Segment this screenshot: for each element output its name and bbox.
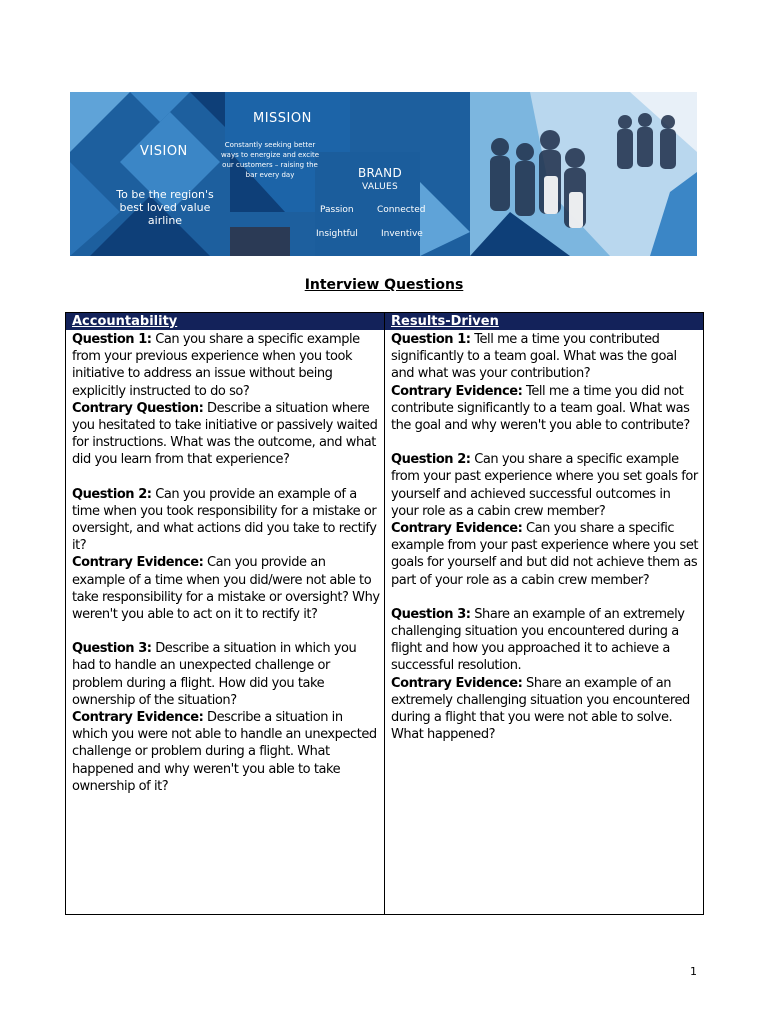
accountability-contrary-3: Contrary Evidence: Describe a situation in which you were not able to handle an unexpected challenge or problem during a flight. What happened and why weren't you able to take ownership of it? bbox=[72, 710, 377, 794]
header-accountability: Accountability bbox=[72, 314, 178, 329]
accountability-column bbox=[72, 331, 380, 795]
results-driven-column bbox=[391, 331, 699, 743]
value-inventive: Inventive bbox=[381, 229, 423, 239]
page-number: 1 bbox=[690, 965, 697, 978]
accountability-contrary-1: Contrary Question: Describe a situation where you hesitated to take initiative or passively waited for instructions. What was the outcome, and what did you learn from that experience? bbox=[72, 400, 378, 468]
header-banner bbox=[70, 92, 697, 256]
mission-title: MISSION bbox=[253, 111, 312, 126]
mission-body: Constantly seeking better ways to energize and excite our customers – raising the bar every day bbox=[220, 141, 320, 179]
results-contrary-3: Contrary Evidence: Share an example of an extremely challenging situation you encountered during a flight that you were not able to solve. What happened? bbox=[391, 675, 690, 743]
accountability-contrary-2: Contrary Evidence: Can you provide an example of a time when you did/were not able to take responsibility for a mistake or oversight? Why weren't you able to act on it to rectify it? bbox=[72, 555, 380, 623]
results-contrary-1: Contrary Evidence: Tell me a time you did not contribute significantly to a team goal. What was the goal and why weren't you able to contribute? bbox=[391, 383, 690, 434]
column-divider bbox=[384, 313, 385, 914]
brand-title: BRAND bbox=[357, 166, 402, 180]
accountability-question-3: Question 3: Describe a situation in which you had to handle an unexpected challenge or problem during a flight. How did you take ownership of the situation? bbox=[72, 641, 357, 708]
vision-body: To be the region's best loved value airline bbox=[116, 188, 214, 227]
accountability-question-1: Question 1: Can you share a specific example from your previous experience when you took initiative to address an issue without being explicitly instructed to do so? bbox=[72, 332, 360, 399]
vision-title: VISION bbox=[140, 144, 188, 159]
questions-table bbox=[65, 312, 704, 915]
values-subtitle: VALUES bbox=[361, 182, 399, 192]
brand-values-title bbox=[340, 167, 420, 193]
results-contrary-2: Contrary Evidence: Can you share a specific example from your past experience where you set goals for yourself and but did not achieve them as part of your role as a cabin crew member? bbox=[391, 521, 699, 588]
results-question-1: Question 1: Tell me a time you contributed significantly to a team goal. What was the goal and what was your contribution? bbox=[391, 332, 677, 382]
results-question-3: Question 3: Share an example of an extremely challenging situation you encountered during a flight and how you approached it to achieve a successful resolution. bbox=[391, 606, 685, 674]
header-results-driven: Results-Driven bbox=[391, 314, 499, 329]
results-question-2: Question 2: Can you share a specific example from your past experience where you set goals for yourself and achieved successful outcomes in your role as a cabin crew member? bbox=[391, 452, 698, 519]
value-connected: Connected bbox=[377, 205, 426, 215]
value-passion: Passion bbox=[320, 205, 354, 215]
value-insightful: Insightful bbox=[316, 229, 358, 239]
page-title: Interview Questions bbox=[304, 277, 464, 293]
accountability-question-2: Question 2: Can you provide an example of a time when you took responsibility for a mistake or oversight, and what actions did you take to rectify it? bbox=[72, 486, 377, 554]
